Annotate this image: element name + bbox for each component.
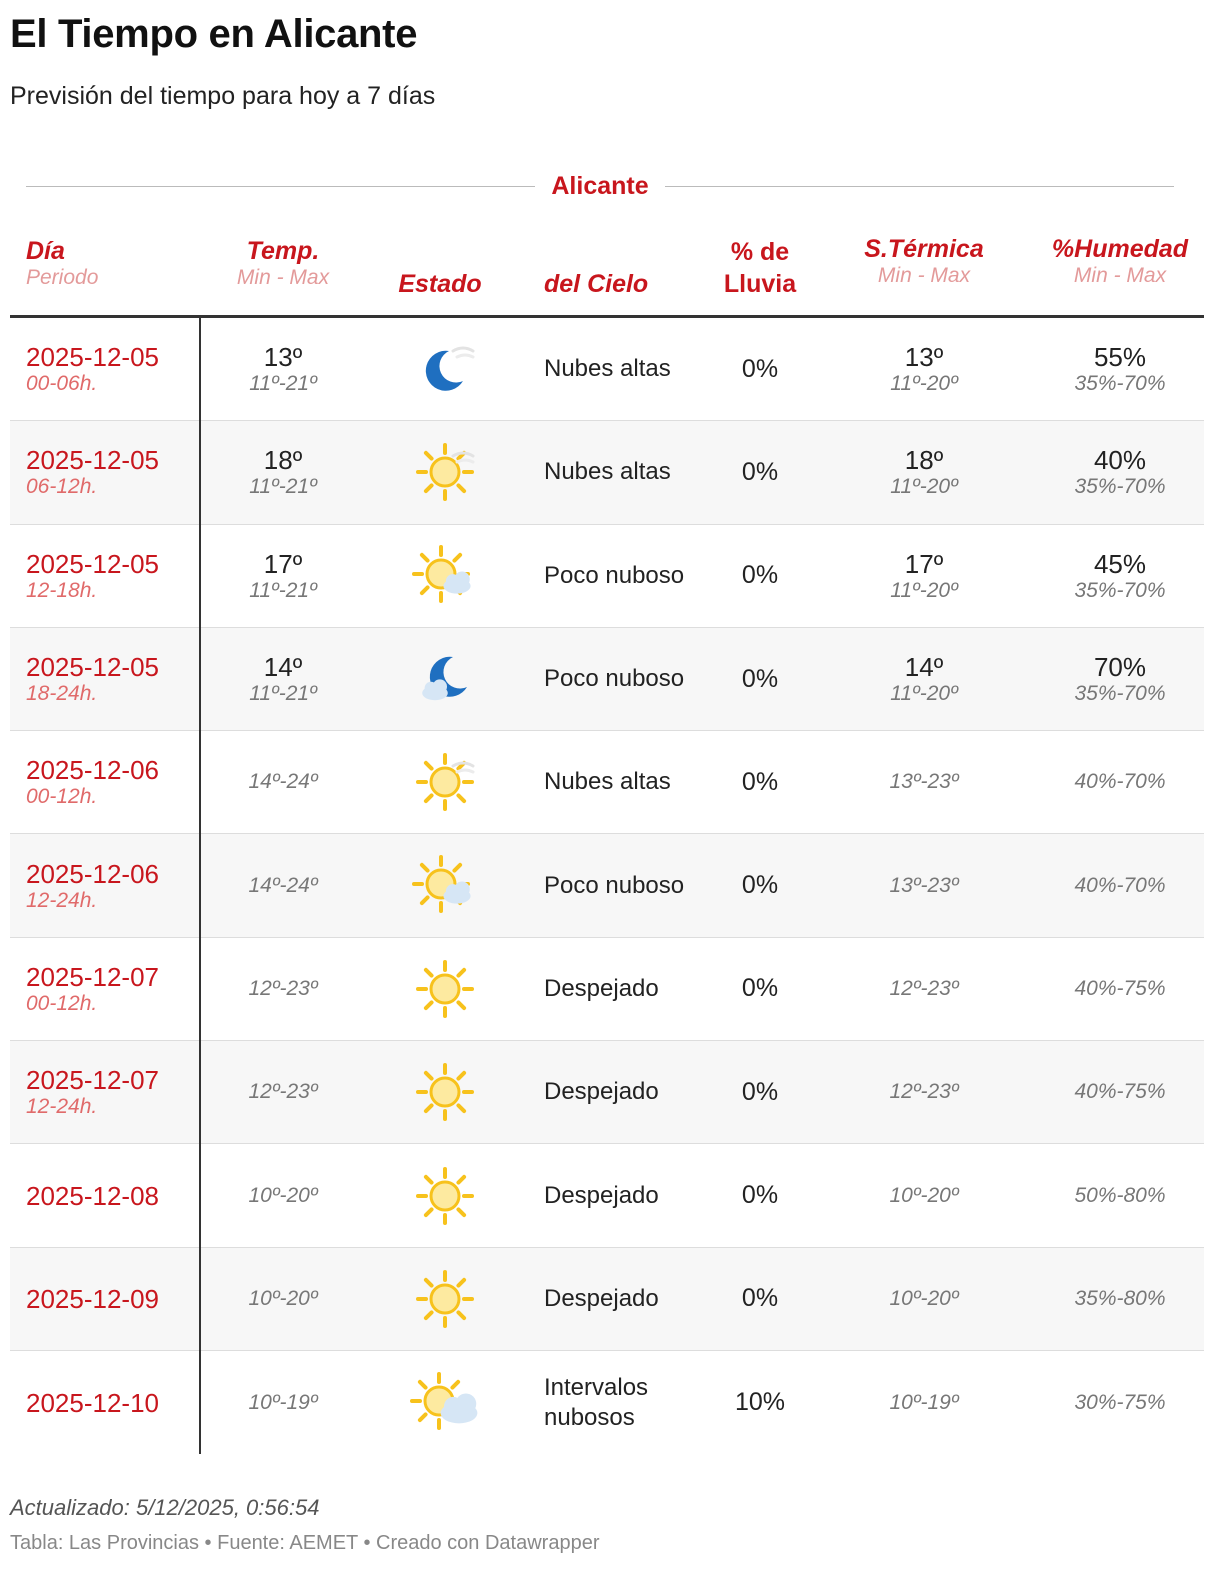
- sun-icon: [409, 957, 481, 1021]
- row-period: 06-12h.: [26, 475, 98, 499]
- table-row: [10, 1041, 1204, 1144]
- row-sky-desc: Despejado: [544, 974, 659, 1002]
- sun-icon: [409, 1267, 481, 1331]
- sun-icon: [409, 1164, 481, 1228]
- row-humidity: 55%: [1093, 342, 1147, 373]
- row-sky-desc: Despejado: [544, 1284, 659, 1312]
- row-rain: 0%: [741, 767, 779, 796]
- humidity-cell: [1040, 525, 1200, 627]
- row-temp: 18º: [263, 445, 303, 476]
- header-cielo-label: del Cielo: [544, 270, 649, 298]
- header-cielo[interactable]: [544, 232, 714, 314]
- table-row: [10, 1248, 1204, 1351]
- header-estado-label: Estado: [398, 270, 482, 298]
- header-humedad-sub: Min - Max: [1073, 264, 1167, 287]
- row-rain: 0%: [741, 1284, 779, 1313]
- moon-small-cloud-icon: [409, 647, 481, 711]
- header-temp-sub: Min - Max: [236, 266, 330, 289]
- row-temp-range: 11º-21º: [249, 682, 317, 706]
- row-sky-desc: Despejado: [544, 1181, 659, 1209]
- row-period: 12-24h.: [26, 888, 98, 912]
- temp-cell: [203, 525, 363, 627]
- thermal-cell: [844, 938, 1004, 1040]
- row-thermal: 18º: [904, 445, 944, 476]
- day-cell: [26, 525, 206, 627]
- temp-cell: [203, 628, 363, 730]
- table-row: [10, 628, 1204, 731]
- row-rain: 0%: [741, 1077, 779, 1106]
- header-temp-label: Temp.: [246, 237, 320, 265]
- humidity-cell: [1040, 628, 1200, 730]
- row-sky-desc: Poco nuboso: [544, 871, 685, 899]
- thermal-cell: [844, 1041, 1004, 1143]
- row-date: 2025-12-09: [26, 1283, 159, 1314]
- header-termica-label: S.Térmica: [864, 235, 984, 263]
- temp-cell: [203, 938, 363, 1040]
- row-temp-range: 10º-20º: [248, 1183, 318, 1207]
- row-humidity-range: 50%-80%: [1074, 1183, 1166, 1207]
- header-humedad[interactable]: [1040, 232, 1200, 314]
- state-icon-cell: [400, 834, 490, 936]
- humidity-cell: [1040, 1041, 1200, 1143]
- state-icon-cell: [400, 731, 490, 833]
- row-sky-desc: Nubes altas: [544, 768, 671, 796]
- row-thermal-range: 11º-20º: [890, 372, 958, 396]
- day-cell: [26, 318, 206, 420]
- row-humidity: 40%: [1093, 445, 1147, 476]
- row-humidity-range: 35%-80%: [1074, 1286, 1166, 1310]
- humidity-cell: [1040, 834, 1200, 936]
- row-date: 2025-12-08: [26, 1180, 159, 1211]
- row-temp-range: 14º-24º: [248, 873, 318, 897]
- row-thermal-range: 10º-20º: [889, 1183, 959, 1207]
- row-period: 12-18h.: [26, 578, 98, 602]
- humidity-cell: [1040, 731, 1200, 833]
- page-title: El Tiempo en Alicante: [10, 12, 418, 56]
- day-cell: [26, 731, 206, 833]
- temp-cell: [203, 318, 363, 420]
- group-header-label: Alicante: [551, 171, 649, 200]
- temp-cell: [203, 421, 363, 523]
- row-period: 00-12h.: [26, 785, 98, 809]
- header-lluvia-line1: % de: [730, 238, 790, 266]
- row-thermal-range: 13º-23º: [889, 873, 959, 897]
- temp-cell: [203, 1041, 363, 1143]
- row-period: 00-12h.: [26, 991, 98, 1015]
- row-period: 18-24h.: [26, 682, 98, 706]
- table-row: [10, 1351, 1204, 1454]
- row-humidity-range: 40%-75%: [1074, 976, 1166, 1000]
- state-icon-cell: [400, 421, 490, 523]
- header-estado[interactable]: [380, 232, 500, 314]
- state-icon-cell: [400, 1351, 490, 1454]
- humidity-cell: [1040, 421, 1200, 523]
- row-humidity-range: 40%-75%: [1074, 1080, 1166, 1104]
- row-rain: 0%: [741, 664, 779, 693]
- humidity-cell: [1040, 1351, 1200, 1454]
- sun-cloud-intervals-icon: [409, 1371, 481, 1435]
- header-dia-label: Día: [26, 237, 65, 265]
- thermal-cell: [844, 421, 1004, 523]
- day-cell: [26, 1041, 206, 1143]
- thermal-cell: [844, 1144, 1004, 1246]
- sun-small-cloud-icon: [409, 544, 481, 608]
- row-rain: 0%: [741, 871, 779, 900]
- state-icon-cell: [400, 525, 490, 627]
- row-humidity-range: 30%-75%: [1074, 1390, 1166, 1414]
- group-header: [26, 170, 1174, 202]
- state-icon-cell: [400, 1248, 490, 1350]
- row-date: 2025-12-05: [26, 445, 159, 476]
- sun-small-cloud-icon: [409, 854, 481, 918]
- row-thermal-range: 11º-20º: [890, 682, 958, 706]
- table-row: [10, 421, 1204, 524]
- row-date: 2025-12-06: [26, 755, 159, 786]
- thermal-cell: [844, 834, 1004, 936]
- row-sky-desc: Intervalos nubosos: [544, 1373, 649, 1431]
- temp-cell: [203, 1144, 363, 1246]
- row-thermal-range: 10º-19º: [889, 1390, 959, 1414]
- temp-cell: [203, 731, 363, 833]
- humidity-cell: [1040, 938, 1200, 1040]
- row-rain: 0%: [741, 1181, 779, 1210]
- row-thermal-range: 11º-20º: [890, 475, 958, 499]
- sun-icon: [409, 1060, 481, 1124]
- row-date: 2025-12-05: [26, 652, 159, 683]
- day-cell: [26, 834, 206, 936]
- row-temp-range: 11º-21º: [249, 578, 317, 602]
- temp-cell: [203, 1351, 363, 1454]
- row-temp: 13º: [263, 342, 303, 373]
- header-humedad-label: %Humedad: [1051, 235, 1189, 263]
- state-icon-cell: [400, 938, 490, 1040]
- table-row: [10, 834, 1204, 937]
- thermal-cell: [844, 1248, 1004, 1350]
- day-cell: [26, 421, 206, 523]
- row-sky-desc: Poco nuboso: [544, 665, 685, 693]
- row-temp-range: 10º-19º: [248, 1390, 318, 1414]
- row-sky-desc: Despejado: [544, 1078, 659, 1106]
- state-icon-cell: [400, 1041, 490, 1143]
- row-rain: 0%: [741, 974, 779, 1003]
- row-sky-desc: Poco nuboso: [544, 561, 685, 589]
- row-sky-desc: Nubes altas: [544, 355, 671, 383]
- row-temp-range: 12º-23º: [248, 1080, 318, 1104]
- row-date: 2025-12-10: [26, 1387, 159, 1418]
- group-header-line-left: [26, 186, 535, 187]
- row-humidity-range: 40%-70%: [1074, 770, 1166, 794]
- day-cell: [26, 1144, 206, 1246]
- row-rain: 0%: [741, 354, 779, 383]
- row-thermal-range: 10º-20º: [889, 1286, 959, 1310]
- row-rain: 0%: [741, 457, 779, 486]
- moon-high-clouds-icon: [409, 337, 481, 401]
- day-cell: [26, 628, 206, 730]
- table-row: [10, 318, 1204, 421]
- header-temp[interactable]: [203, 232, 363, 314]
- table-row: [10, 1144, 1204, 1247]
- row-temp-range: 10º-20º: [248, 1286, 318, 1310]
- row-temp: 17º: [263, 548, 303, 579]
- row-rain: 10%: [734, 1388, 786, 1417]
- row-temp-range: 11º-21º: [249, 372, 317, 396]
- thermal-cell: [844, 525, 1004, 627]
- header-termica[interactable]: [844, 232, 1004, 314]
- row-humidity: 45%: [1093, 548, 1147, 579]
- row-humidity-range: 35%-70%: [1074, 682, 1166, 706]
- row-date: 2025-12-06: [26, 858, 159, 889]
- header-dia[interactable]: [26, 232, 196, 314]
- row-period: 00-06h.: [26, 372, 98, 396]
- thermal-cell: [844, 628, 1004, 730]
- page-subtitle: Previsión del tiempo para hoy a 7 días: [10, 82, 436, 110]
- credits-note: Tabla: Las Provincias • Fuente: AEMET • Creado con Datawrapper: [10, 1532, 600, 1554]
- row-humidity: 70%: [1093, 652, 1147, 683]
- row-thermal-range: 11º-20º: [890, 578, 958, 602]
- state-icon-cell: [400, 1144, 490, 1246]
- sun-high-clouds-icon: [409, 440, 481, 504]
- row-humidity-range: 40%-70%: [1074, 873, 1166, 897]
- row-thermal: 17º: [904, 548, 944, 579]
- humidity-cell: [1040, 1144, 1200, 1246]
- row-date: 2025-12-07: [26, 961, 159, 992]
- column-divider: [199, 318, 201, 1454]
- row-thermal: 14º: [904, 652, 944, 683]
- row-temp-range: 11º-21º: [249, 475, 317, 499]
- row-humidity-range: 35%-70%: [1074, 372, 1166, 396]
- row-humidity-range: 35%-70%: [1074, 475, 1166, 499]
- table-row: [10, 938, 1204, 1041]
- row-rain: 0%: [741, 561, 779, 590]
- row-thermal-range: 12º-23º: [889, 1080, 959, 1104]
- row-thermal-range: 12º-23º: [889, 976, 959, 1000]
- row-date: 2025-12-05: [26, 342, 159, 373]
- row-temp-range: 12º-23º: [248, 976, 318, 1000]
- row-thermal-range: 13º-23º: [889, 770, 959, 794]
- row-humidity-range: 35%-70%: [1074, 578, 1166, 602]
- row-period: 12-24h.: [26, 1095, 98, 1119]
- state-icon-cell: [400, 318, 490, 420]
- header-termica-sub: Min - Max: [877, 264, 971, 287]
- thermal-cell: [844, 731, 1004, 833]
- day-cell: [26, 938, 206, 1040]
- header-lluvia-line2: Lluvia: [723, 270, 797, 298]
- group-header-line-right: [665, 186, 1174, 187]
- forecast-table: [10, 318, 1204, 1454]
- state-icon-cell: [400, 628, 490, 730]
- row-temp: 14º: [263, 652, 303, 683]
- row-date: 2025-12-07: [26, 1065, 159, 1096]
- updated-note: Actualizado: 5/12/2025, 0:56:54: [10, 1495, 320, 1520]
- table-row: [10, 525, 1204, 628]
- temp-cell: [203, 834, 363, 936]
- temp-cell: [203, 1248, 363, 1350]
- humidity-cell: [1040, 1248, 1200, 1350]
- header-lluvia[interactable]: [700, 232, 820, 314]
- thermal-cell: [844, 318, 1004, 420]
- day-cell: [26, 1248, 206, 1350]
- day-cell: [26, 1351, 206, 1454]
- thermal-cell: [844, 1351, 1004, 1454]
- row-temp-range: 14º-24º: [248, 770, 318, 794]
- row-date: 2025-12-05: [26, 548, 159, 579]
- row-thermal: 13º: [904, 342, 944, 373]
- row-sky-desc: Nubes altas: [544, 458, 671, 486]
- header-periodo-label: Periodo: [26, 266, 99, 289]
- humidity-cell: [1040, 318, 1200, 420]
- sun-high-clouds-icon: [409, 750, 481, 814]
- table-row: [10, 731, 1204, 834]
